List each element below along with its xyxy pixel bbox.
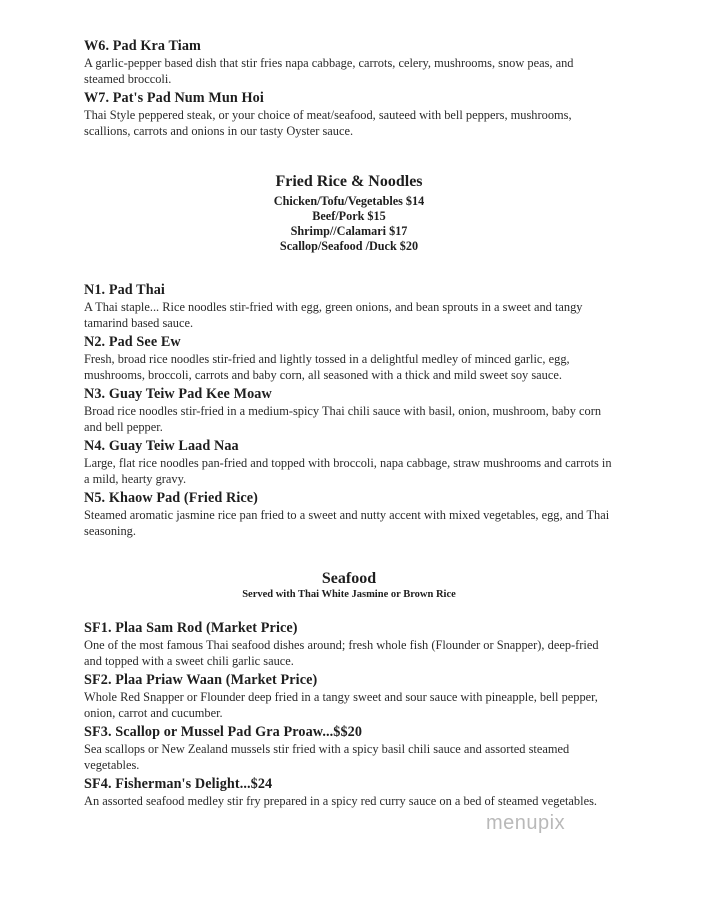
section-title: Fried Rice & Noodles [275,173,423,190]
item-description: A Thai staple... Rice noodles stir-fried with egg, green onions, and bean sprouts in a sweet and tangy tamarind based sauce. [84,300,583,330]
price-line: Scallop/Seafood /Duck $20 [279,239,419,253]
menu-item-sf1 [84,620,614,669]
item-description: Fresh, broad rice noodles stir-fried and lightly tossed in a delightful medley of minced garlic, egg, mushrooms, broccoli, carrots and baby corn, all seasoned with a thick and mild sweet soy sauce. [84,352,570,382]
item-title: SF4. Fisherman's Delight...$24 [84,776,273,792]
item-title: N2. Pad See Ew [84,334,181,350]
section-title: Seafood [321,570,377,587]
item-title: SF3. Scallop or Mussel Pad Gra Proaw...$$20 [84,724,363,740]
menu-item-sf4 [84,776,614,809]
menu-item-sf3 [84,724,614,773]
menu-item-w6 [84,38,614,87]
menu-item-n2 [84,334,614,383]
item-title: SF2. Plaa Priaw Waan (Market Price) [84,672,318,688]
item-description: An assorted seafood medley stir fry prepared in a spicy red curry sauce on a bed of steamed vegetables. [84,794,597,808]
item-description: Broad rice noodles stir-fried in a medium-spicy Thai chili sauce with basil, onion, mushroom, baby corn and bell pepper. [84,404,602,434]
item-description: Steamed aromatic jasmine rice pan fried to a sweet and nutty accent with mixed vegetables, egg, and Thai seasoning. [84,508,610,538]
menu-item-n4 [84,438,614,487]
menupix-watermark: menupix [486,812,566,834]
item-title: N1. Pad Thai [84,282,165,298]
price-line: Chicken/Tofu/Vegetables $14 [273,194,425,208]
menu-item-n5 [84,490,614,539]
section-subtitle: Served with Thai White Jasmine or Brown Rice [242,589,456,600]
item-title: N5. Khaow Pad (Fried Rice) [84,490,259,506]
item-title: N3. Guay Teiw Pad Kee Moaw [84,386,272,402]
price-line: Shrimp//Calamari $17 [290,224,408,238]
menu-item-n3 [84,386,614,435]
seafood-section-header [84,569,614,601]
item-description: Thai Style peppered steak, or your choice of meat/seafood, sauteed with bell peppers, mushrooms, scallions, carrots and onions in our tasty Oyster sauce. [84,108,572,138]
item-description: Sea scallops or New Zealand mussels stir fried with a spicy basil chili sauce and assorted steamed vegetables. [84,742,570,772]
item-description: A garlic-pepper based dish that stir fries napa cabbage, carrots, celery, mushrooms, snow peas, and steamed broccoli. [84,56,574,86]
item-title: W6. Pad Kra Tiam [84,38,201,54]
item-description: One of the most famous Thai seafood dishes around; fresh whole fish (Flounder or Snapper), deep-fried and topped with a sweet chili garlic sauce. [84,638,599,668]
item-title: SF1. Plaa Sam Rod (Market Price) [84,620,298,636]
item-description: Whole Red Snapper or Flounder deep fried in a tangy sweet and sour sauce with pineapple, bell pepper, onion, carrot and cucumber. [84,690,598,720]
menu-item-w7 [84,90,614,139]
noodles-section-header [84,172,614,254]
item-title: W7. Pat's Pad Num Mun Hoi [84,90,264,106]
price-line: Beef/Pork $15 [312,209,386,223]
menu-item-n1 [84,282,614,331]
item-title: N4. Guay Teiw Laad Naa [84,438,239,454]
menu-item-sf2 [84,672,614,721]
item-description: Large, flat rice noodles pan-fried and topped with broccoli, napa cabbage, straw mushrooms and carrots in a mild, hearty gravy. [84,456,612,486]
menu-page [84,38,614,809]
